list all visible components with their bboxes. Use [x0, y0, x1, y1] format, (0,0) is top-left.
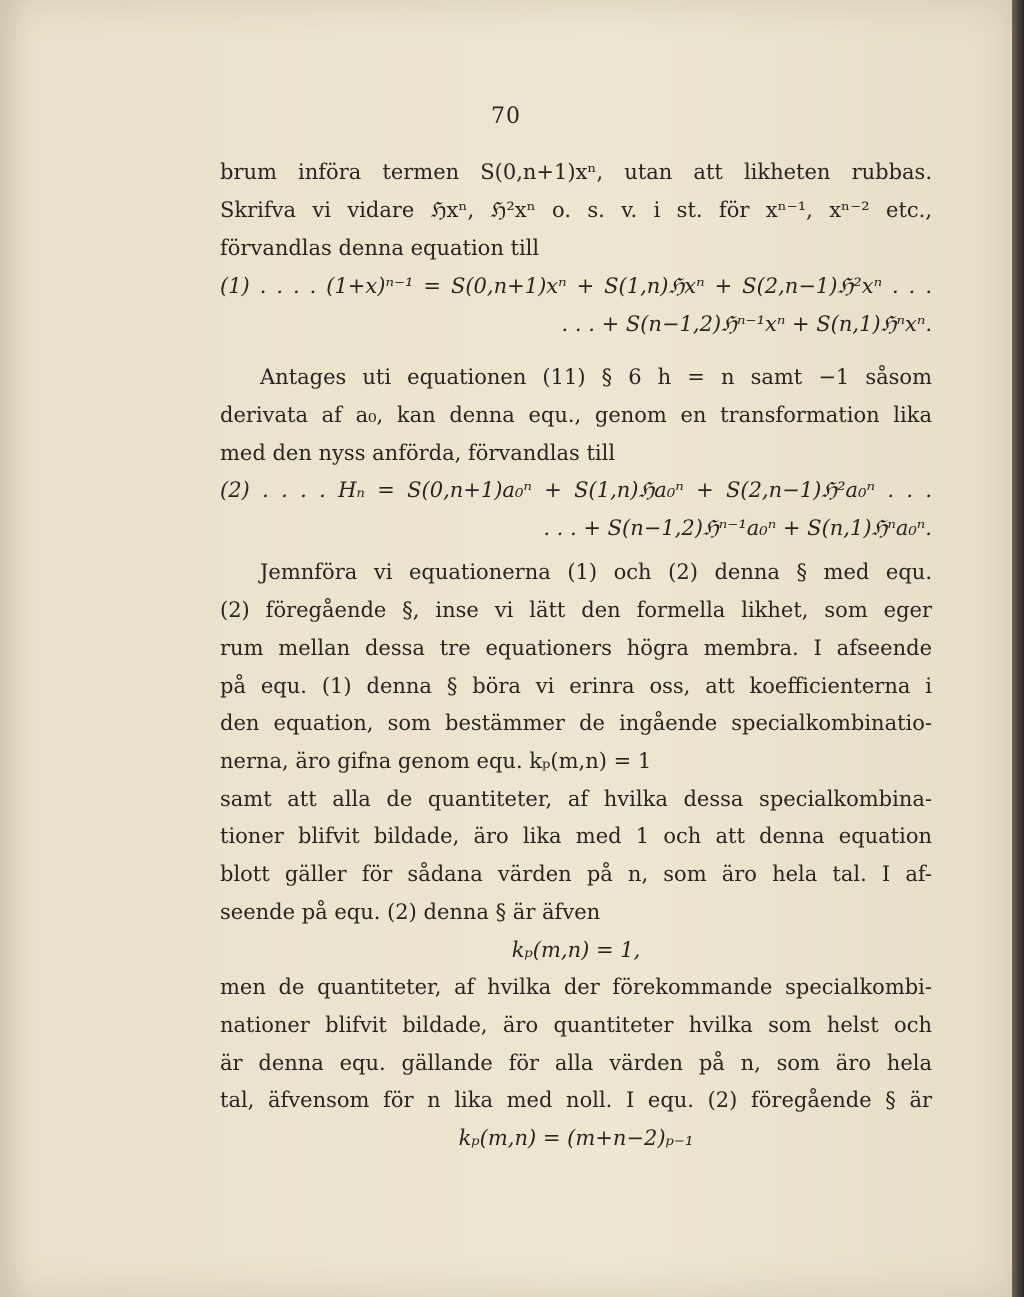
text-line: tal, äfvensom för n lika med noll. I equ. (2) föregående § är [220, 1088, 932, 1112]
text-line: men de quantiteter, af hvilka der förekommande specialkombi- [220, 975, 932, 999]
text-line: med den nyss anförda, förvandlas till [220, 441, 616, 465]
text-line: derivata af a₀, kan denna equ., genom en transformation lika [220, 403, 932, 427]
text-line: Jemnföra vi equationerna (1) och (2) denna § med equ. [260, 560, 932, 584]
formula-line: kₚ(m,n) = 1, [511, 938, 641, 962]
formula-line: kₚ(m,n) = (m+n−2)ₚ₋₁ [458, 1126, 694, 1150]
text-line: tioner blifvit bildade, äro lika med 1 och att denna equation [220, 824, 932, 848]
text-line: brum införa termen S(0,n+1)xⁿ, utan att likheten rubbas. [220, 160, 932, 184]
text-line: på equ. (1) denna § böra vi erinra oss, att koefficienterna i [220, 674, 932, 698]
page-number: 70 [491, 104, 521, 129]
equation-1-line-2: . . . + S(n−1,2)ℌⁿ⁻¹xⁿ + S(n,1)ℌⁿxⁿ. [561, 312, 932, 336]
text-line: Skrifva vi vidare ℌxⁿ, ℌ²xⁿ o. s. v. i st. för xⁿ⁻¹, xⁿ⁻² etc., [220, 198, 932, 222]
text-line: den equation, som bestämmer de ingående specialkombinatio- [220, 711, 932, 735]
text-line: samt att alla de quantiteter, af hvilka dessa specialkombina- [220, 787, 932, 811]
equation-2-line-1: (2) . . . . Hₙ = S(0,n+1)a₀ⁿ + S(1,n)ℌa₀ⁿ + S(2,n−1)ℌ²a₀ⁿ . . . [220, 478, 932, 502]
text-line: nerna, äro gifna genom equ. kₚ(m,n) = 1 [220, 749, 652, 773]
text-line: seende på equ. (2) denna § är äfven [220, 900, 601, 924]
text-line: förvandlas denna equation till [220, 236, 540, 260]
equation-1-line-1: (1) . . . . (1+x)ⁿ⁻¹ = S(0,n+1)xⁿ + S(1,n)ℌxⁿ + S(2,n−1)ℌ²xⁿ . . . [220, 274, 932, 298]
text-line: Antages uti equationen (11) § 6 h = n samt −1 såsom [260, 365, 932, 389]
book-spine-edge [1012, 0, 1024, 1297]
text-line: (2) föregående §, inse vi lätt den formella likhet, som eger [220, 598, 932, 622]
text-line: nationer blifvit bildade, äro quantiteter hvilka som helst och [220, 1013, 932, 1037]
text-line: är denna equ. gällande för alla värden på n, som äro hela [220, 1051, 932, 1075]
equation-2-line-2: . . . + S(n−1,2)ℌⁿ⁻¹a₀ⁿ + S(n,1)ℌⁿa₀ⁿ. [543, 516, 932, 540]
text-line: rum mellan dessa tre equationers högra membra. I afseende [220, 636, 932, 660]
text-line: blott gäller för sådana värden på n, som äro hela tal. I af- [220, 862, 932, 886]
